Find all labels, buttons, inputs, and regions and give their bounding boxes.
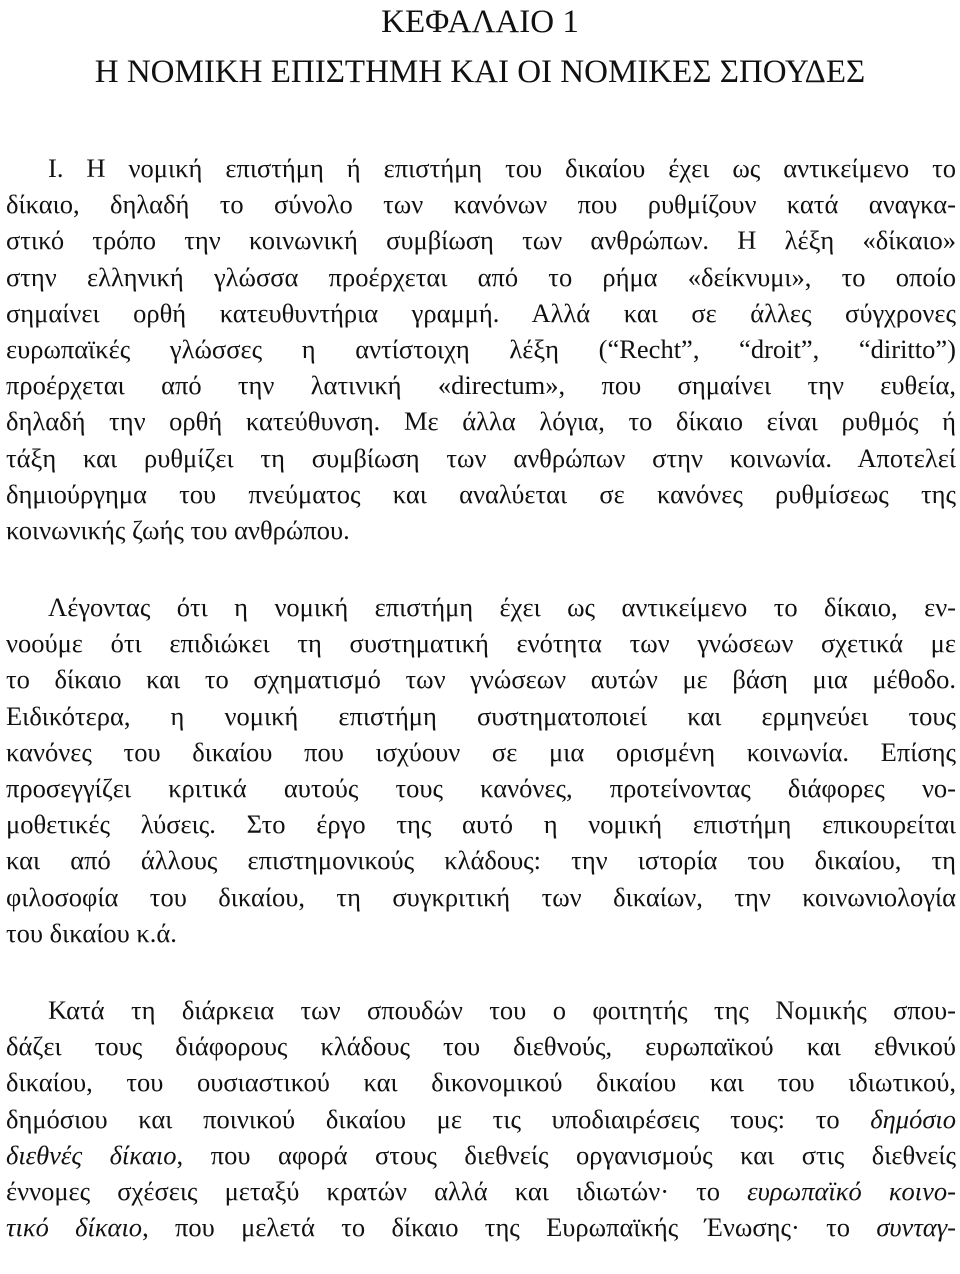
paragraph-line: κοινωνικής ζωής του ανθρώπου.: [6, 514, 350, 545]
paragraph-line: δίκαιο, δηλαδή το σύνολο των κανόνων που ρυθμίζουν κατά αναγκα-: [6, 189, 956, 220]
paragraph-line: νοούμε ότι επιδιώκει τη συστηματική ενότητα των γνώσεων σχετικά με: [6, 628, 956, 659]
paragraph-line: Λέγοντας ότι η νομική επιστήμη έχει ως αντικείμενο το δίκαιο, εν-: [48, 592, 956, 622]
paragraph-line: σημαίνει ορθή κατευθυντήρια γραμμή. Αλλά και σε άλλες σύγχρονες: [6, 297, 956, 328]
paragraph-line: ευρωπαϊκές γλώσσες η αντίστοιχη λέξη (“Recht”, “droit”, “diritto”): [6, 333, 956, 364]
line-text: έννομες σχέσεις μεταξύ κρατών αλλά και ιδιωτών· το: [6, 1175, 748, 1206]
italic-term: διεθνές δίκαιο: [6, 1139, 177, 1170]
line-text: , που μελετά το δίκαιο της Ευρωπαϊκής Ένωσης· το: [142, 1212, 877, 1243]
italic-term: ευρωπαϊκό κοινο-: [747, 1175, 956, 1206]
paragraph-line: μοθετικές λύσεις. Στο έργο της αυτό η νομική επιστήμη επικουρείται: [6, 809, 956, 840]
line-text: δημόσιου και ποινικού δικαίου με τις υποδιαιρέσεις τους: το: [6, 1103, 871, 1134]
paragraph-line: του δικαίου κ.ά.: [6, 917, 177, 948]
paragraph-line: τάξη και ρυθμίζει τη συμβίωση των ανθρώπων στην κοινωνία. Αποτελεί: [6, 442, 956, 473]
paragraph-1: [6, 150, 956, 548]
paragraph-3: [6, 992, 956, 1245]
paragraph-line: δάζει τους διάφορους κλάδους του διεθνούς, ευρωπαϊκού και εθνικού: [6, 1031, 956, 1062]
paragraph-line: στην ελληνική γλώσσα προέρχεται από το ρήμα «δείκνυμι», το οποίο: [6, 261, 956, 292]
italic-term: δημόσιο: [870, 1103, 956, 1134]
paragraph-line: δημιούργημα του πνεύματος και αναλύεται σε κανόνες ρυθμίσεως της: [6, 478, 956, 509]
italic-term: τικό δίκαιο: [6, 1212, 143, 1243]
paragraph-line: [6, 1101, 956, 1137]
paragraph-line: [6, 1173, 956, 1209]
line-text: , που αφορά στους διεθνείς οργανισμούς και στις διεθνείς: [176, 1139, 956, 1170]
chapter-title: Η ΝΟΜΙΚΗ ΕΠΙΣΤΗΜΗ ΚΑΙ ΟΙ ΝΟΜΙΚΕΣ ΣΠΟΥΔΕΣ: [94, 54, 866, 90]
paragraph-2: [6, 589, 956, 951]
paragraph-line: στικό τρόπο την κοινωνική συμβίωση των ανθρώπων. Η λέξη «δίκαιο»: [6, 225, 956, 256]
paragraph-line: δικαίου, του ουσιαστικού και δικονομικού δικαίου και του ιδιωτικού,: [6, 1067, 956, 1098]
paragraph-line: και από άλλους επιστημονικούς κλάδους: την ιστορία του δικαίου, τη: [6, 845, 956, 876]
paragraph-line: [6, 1137, 956, 1173]
paragraph-line: το δίκαιο και το σχηματισμό των γνώσεων αυτών με βάση μια μέθοδο.: [6, 664, 956, 695]
paragraph-line: κανόνες του δικαίου που ισχύουν σε μια ορισμένη κοινωνία. Επίσης: [6, 736, 956, 767]
chapter-number: ΚΕΦΑΛΑΙΟ 1: [381, 4, 579, 40]
paragraph-line: I. Η νομική επιστήμη ή επιστήμη του δικαίου έχει ως αντικείμενο το: [48, 153, 956, 183]
paragraph-line: προσεγγίζει κριτικά αυτούς τους κανόνες, προτείνοντας διάφορες νο-: [6, 772, 956, 803]
paragraph-line: προέρχεται από την λατινική «directum», που σημαίνει την ευθεία,: [6, 370, 956, 401]
paragraph-line: Ειδικότερα, η νομική επιστήμη συστηματοποιεί και ερμηνεύει τους: [6, 700, 956, 731]
paragraph-line: φιλοσοφία του δικαίου, τη συγκριτική των δικαίων, την κοινωνιολογία: [6, 881, 956, 912]
italic-term: συνταγ-: [876, 1212, 956, 1243]
paragraph-line: δηλαδή την ορθή κατεύθυνση. Με άλλα λόγια, το δίκαιο είναι ρυθμός ή: [6, 406, 956, 437]
paragraph-line: Κατά τη διάρκεια των σπουδών του ο φοιτητής της Νομικής σπου-: [48, 995, 956, 1025]
paragraph-line: [6, 1209, 956, 1245]
